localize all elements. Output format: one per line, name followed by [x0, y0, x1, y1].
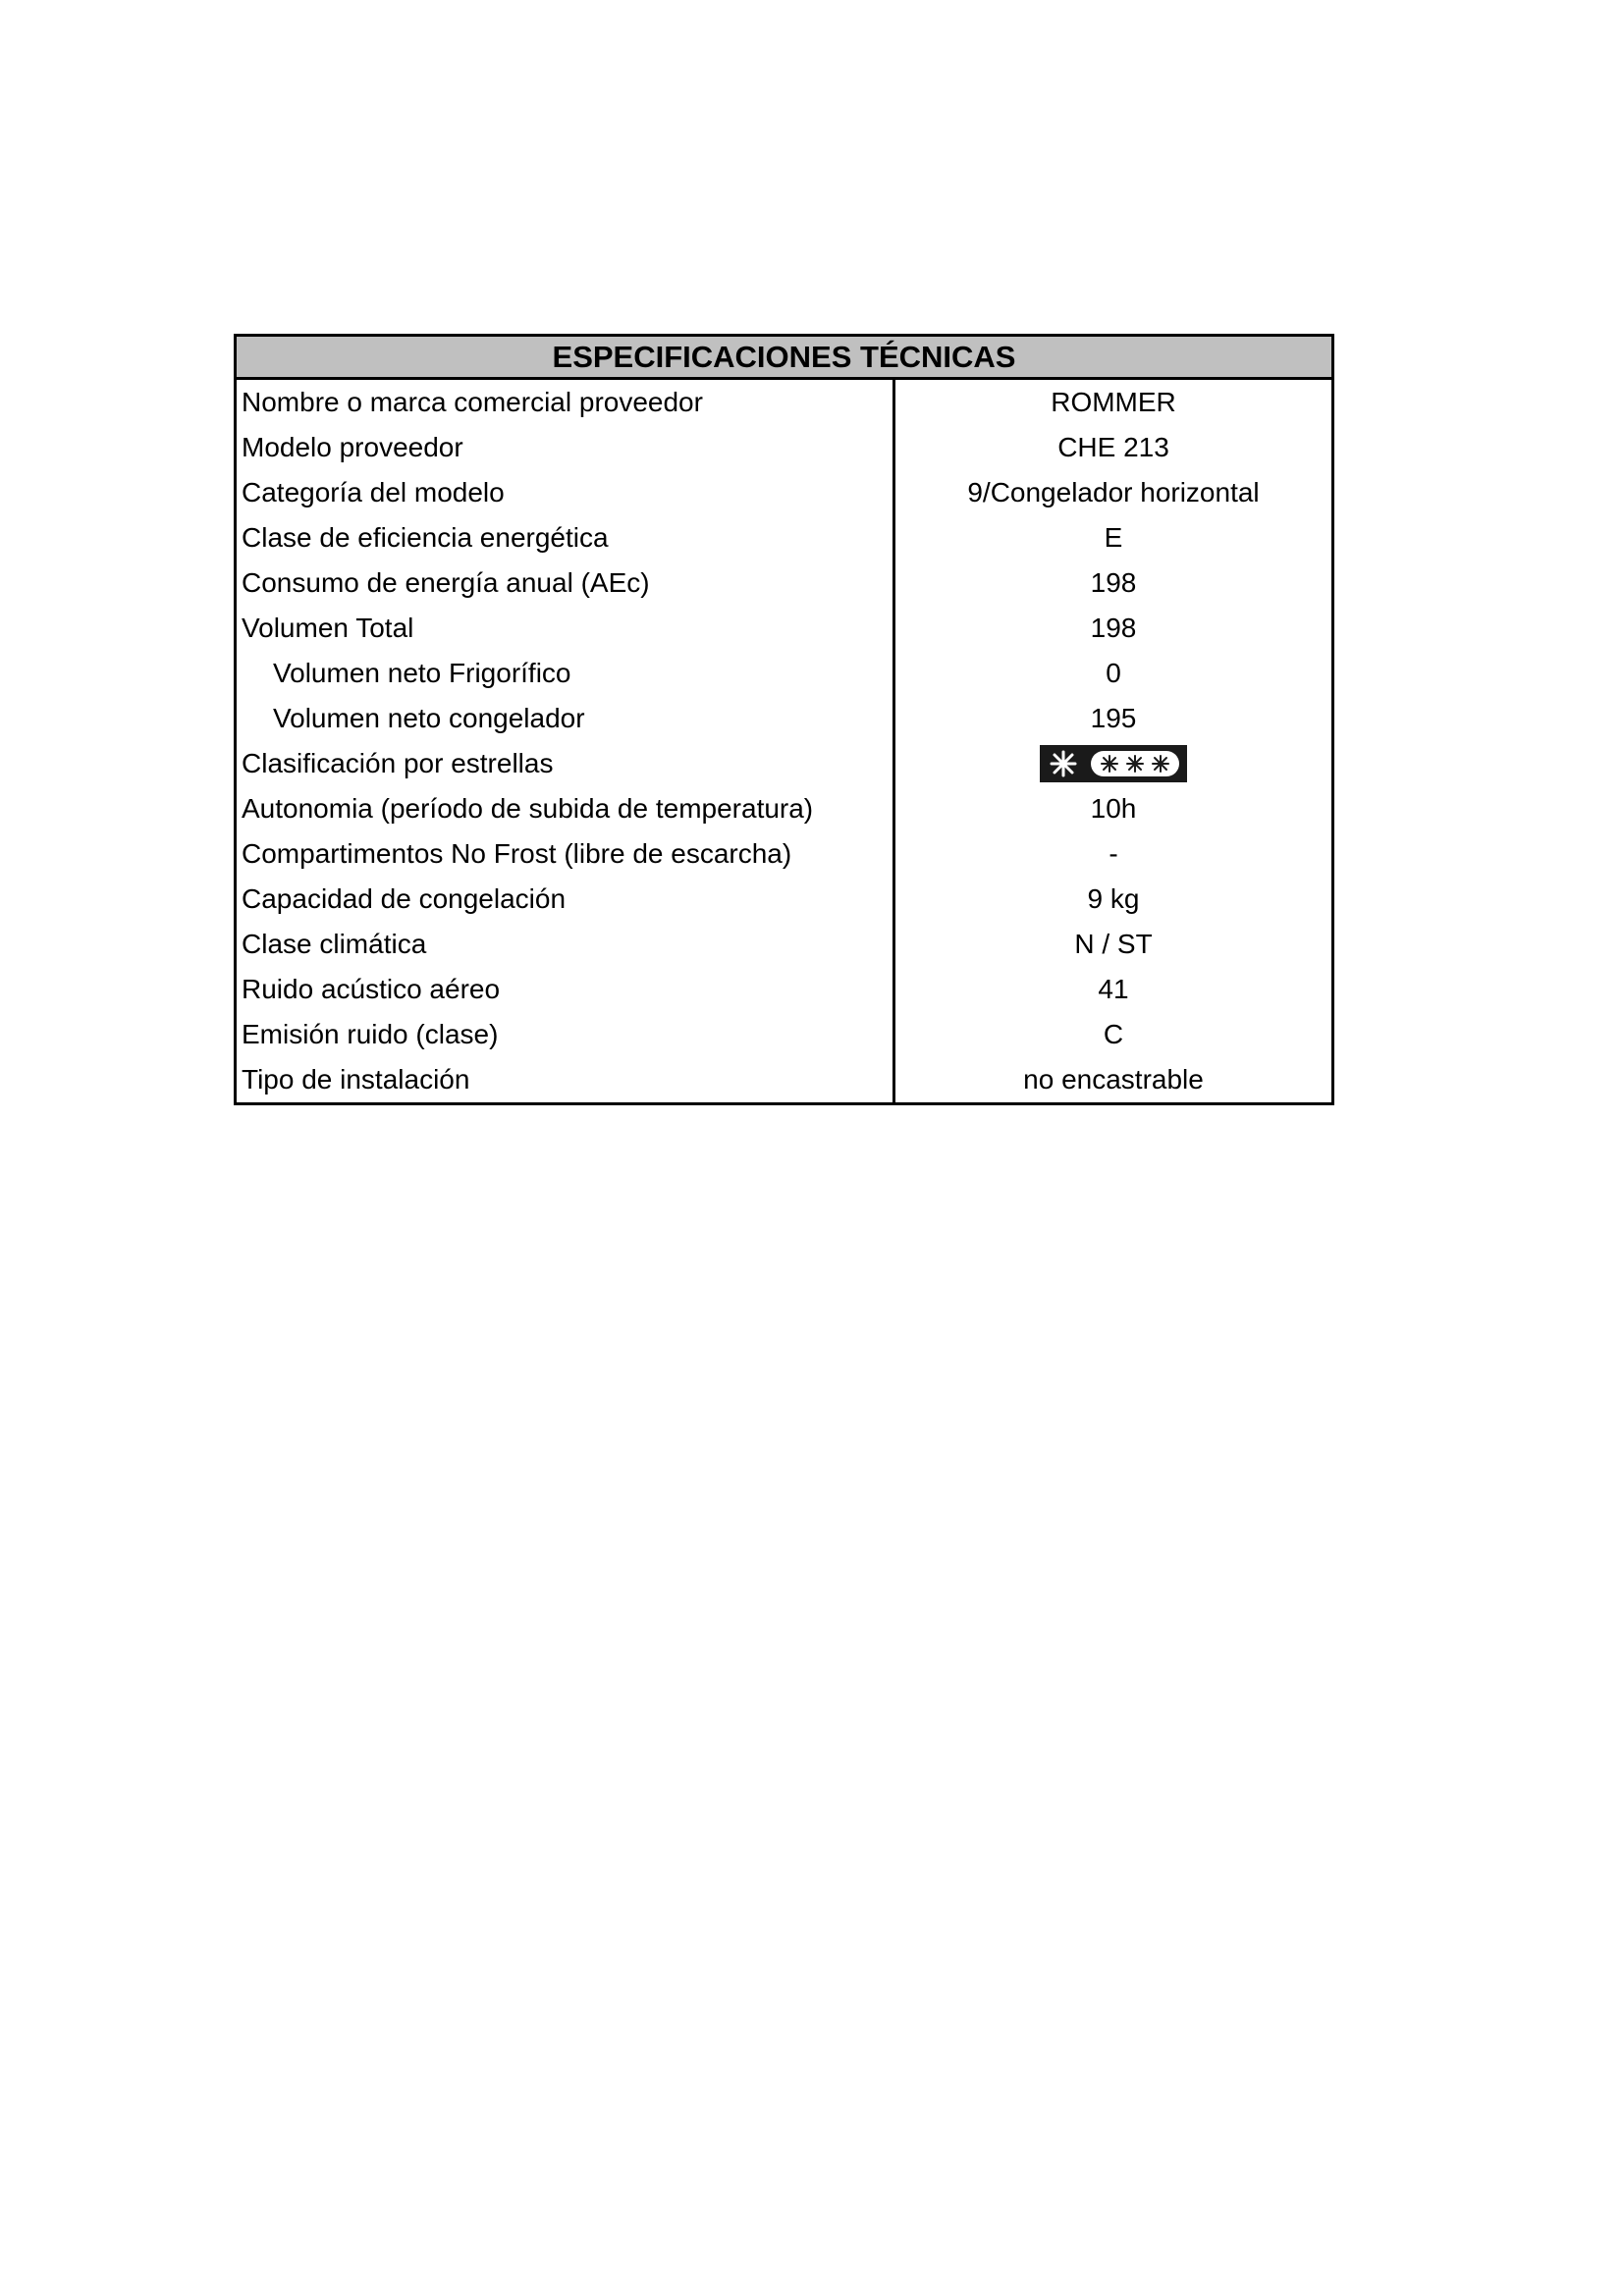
table-row	[237, 786, 1331, 831]
row-label: Emisión ruido (clase)	[242, 1019, 499, 1049]
table-row	[237, 515, 1331, 561]
row-value: 41	[1098, 974, 1129, 1004]
four-star-freezer-icon	[1040, 745, 1187, 782]
row-label: Modelo proveedor	[242, 432, 463, 462]
row-value: CHE 213	[1057, 432, 1169, 462]
table-row	[237, 741, 1331, 786]
row-value: 0	[1106, 658, 1121, 688]
table-row	[237, 651, 1331, 696]
row-label: Clase climática	[242, 929, 427, 959]
table-row	[237, 1057, 1331, 1102]
table-row	[237, 967, 1331, 1012]
row-value: ROMMER	[1051, 387, 1176, 417]
row-label: Clase de eficiencia energética	[242, 522, 609, 553]
table-row	[237, 606, 1331, 651]
table-row	[237, 1012, 1331, 1057]
row-value: C	[1103, 1019, 1124, 1049]
row-label: Volumen Total	[242, 613, 414, 643]
row-value	[895, 745, 1331, 782]
row-value: 10h	[1090, 793, 1137, 824]
row-value: 198	[1090, 613, 1137, 643]
table-row	[237, 877, 1331, 922]
row-value: 195	[1090, 703, 1137, 733]
row-label: Capacidad de congelación	[242, 883, 567, 914]
row-value: no encastrable	[1023, 1064, 1204, 1095]
row-label: Nombre o marca comercial proveedor	[242, 387, 703, 417]
row-label: Consumo de energía anual (AEc)	[242, 567, 650, 598]
table-row	[237, 696, 1331, 741]
snowflake-star-icon	[1047, 749, 1080, 778]
row-value: -	[1109, 838, 1118, 869]
table-body	[237, 380, 1331, 1102]
table-row	[237, 425, 1331, 470]
column-divider	[893, 380, 895, 1102]
row-label: Clasificación por estrellas	[242, 748, 554, 778]
row-value: 9 kg	[1087, 883, 1140, 914]
row-value: 9/Congelador horizontal	[967, 477, 1260, 507]
row-label: Compartimentos No Frost (libre de escarcha)	[242, 838, 792, 869]
row-label: Volumen neto Frigorífico	[273, 658, 571, 688]
row-value: E	[1104, 522, 1123, 553]
specifications-table	[234, 334, 1334, 1105]
table-row	[237, 922, 1331, 967]
row-label: Categoría del modelo	[242, 477, 505, 507]
row-label: Tipo de instalación	[242, 1064, 470, 1095]
table-row	[237, 831, 1331, 877]
table-row	[237, 380, 1331, 425]
row-label: Ruido acústico aéreo	[242, 974, 501, 1004]
table-row	[237, 561, 1331, 606]
table-row	[237, 470, 1331, 515]
row-label: Volumen neto congelador	[273, 703, 585, 733]
three-star-compartment-icon	[1090, 750, 1180, 777]
row-label: Autonomia (período de subida de temperatura)	[242, 793, 814, 824]
row-value: 198	[1090, 567, 1137, 598]
row-value: N / ST	[1074, 929, 1153, 959]
table-title: ESPECIFICACIONES TÉCNICAS	[237, 337, 1331, 380]
